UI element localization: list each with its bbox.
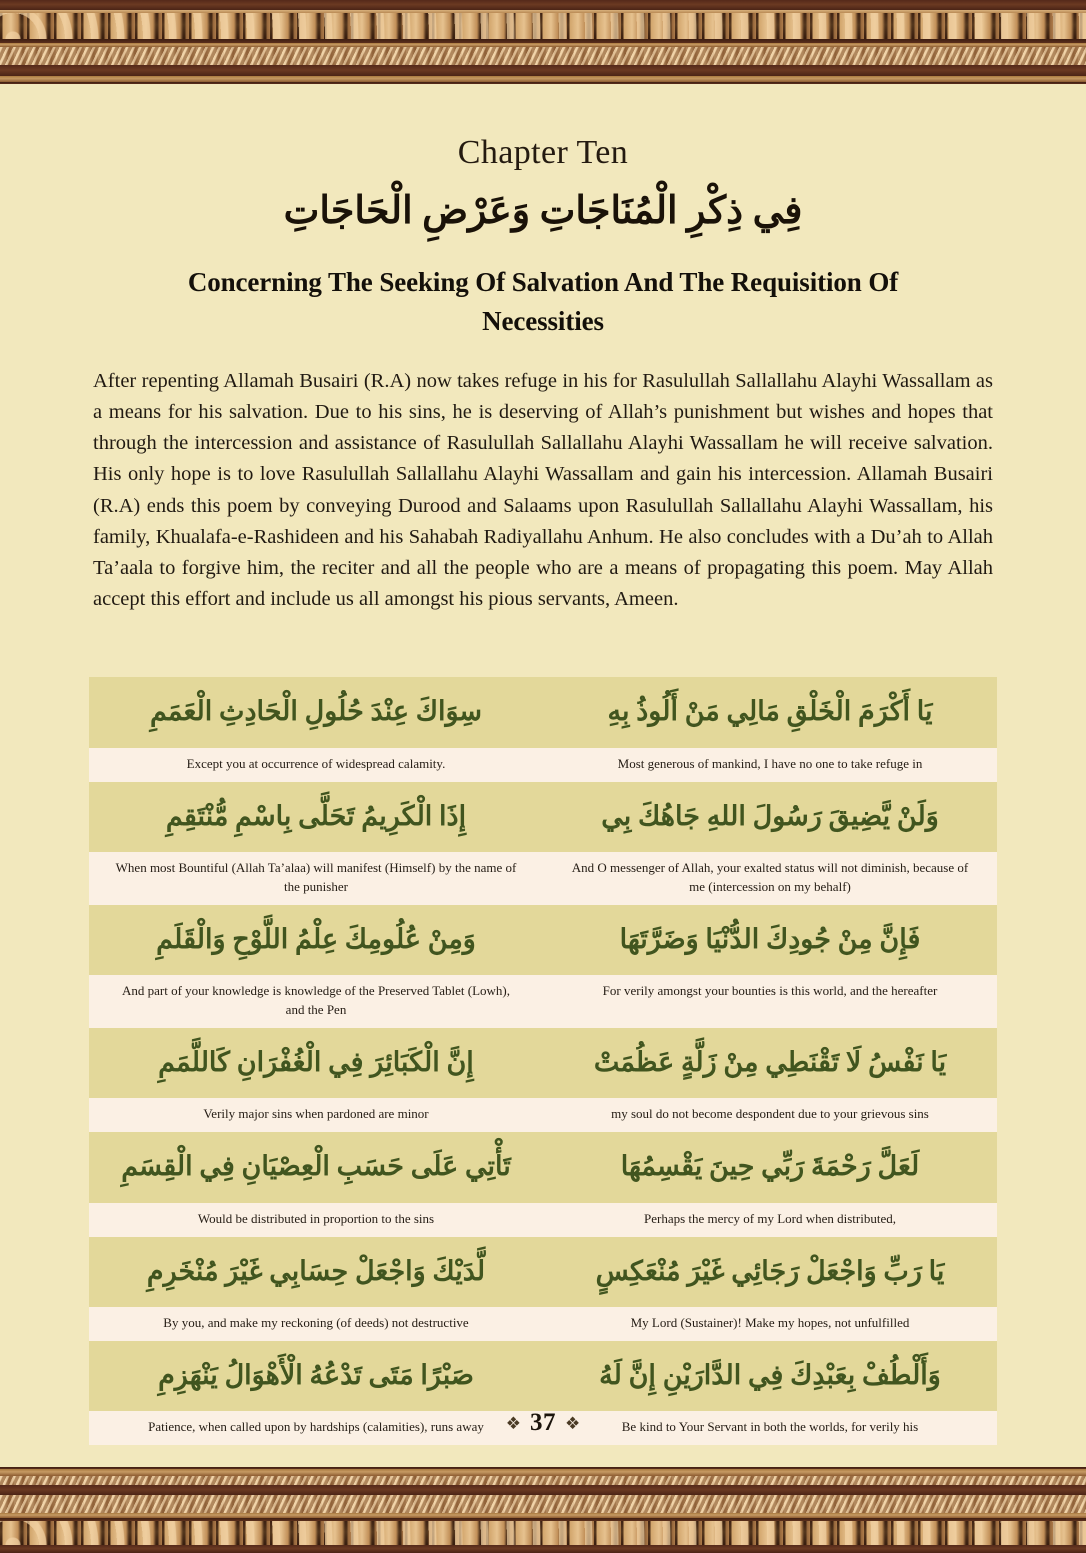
translation-right: Perhaps the mercy of my Lord when distributed, [644,1210,896,1226]
translation-left: When most Bountiful (Allah Ta’alaa) will manifest (Himself) by the name of the punisher [115,860,517,894]
couplet-row [89,1237,997,1341]
arabic-band [89,1028,997,1099]
border-band-dark [0,0,1086,10]
border-arch-carving [0,13,1086,39]
translation-right: my soul do not become despondent due to your grievous sins [611,1106,929,1122]
chapter-label: Chapter Ten [457,134,629,171]
translation-right: Be kind to Your Servant in both the worlds, for verily his [621,1419,919,1435]
arabic-band [89,782,997,853]
arabic-hemistich-left: تَأْتِي عَلَى حَسَبِ الْعِصْيَانِ فِي الْقِسَمِ [121,1151,511,1182]
arabic-hemistich-right: وَلَنْ يَّضِيقَ رَسُولَ اللهِ جَاهُكَ بِي [601,800,939,831]
translation-right: My Lord (Sustainer)! Make my hopes, not unfulfilled [630,1315,910,1331]
translation-left: By you, and make my reckoning (of deeds) not destructive [163,1315,469,1331]
couplet-table [89,677,997,1445]
border-band-dark [0,65,1086,76]
arabic-hemistich-left: إِذَا الْكَرِيمُ تَحَلَّى بِاسْمِ مُّنْتَقِمِ [165,800,467,831]
couplet-row [89,1132,997,1236]
chapter-title-arabic: فِي ذِكْرِ الْمُنَاجَاتِ وَعَرْضِ الْحَاجَاتِ [283,190,803,232]
page-content [0,84,1086,1467]
arabic-hemistich-right: يَا نَفْسُ لَا تَقْنَطِي مِنْ زَلَّةٍ عَظُمَتْ [593,1046,947,1077]
border-arch-carving [0,1521,1086,1545]
flourish-right-icon: ❖ [565,1413,581,1433]
couplet-row [89,677,997,781]
page-footer [0,1409,1086,1437]
border-band-dark [0,1545,1086,1553]
translation-band [89,852,997,905]
translation-band [89,1098,997,1132]
decorative-border-bottom [0,1467,1086,1553]
border-leaf-carving [0,1495,1086,1513]
border-band-dark [0,1485,1086,1495]
page-number: 37 [530,1409,556,1436]
couplet-row [89,1028,997,1132]
arabic-hemistich-right: فَإِنَّ مِنْ جُودِكَ الدُّنْيَا وَضَرَّتَهَا [619,923,921,954]
arabic-hemistich-left: صَبْرًا مَتَى تَدْعُهُ الْأَهْوَالُ يَنْهَزِمِ [158,1359,474,1390]
arabic-band [89,1341,997,1412]
page-number-group [506,1409,581,1437]
translation-band [89,975,997,1028]
couplet-row [89,905,997,1028]
translation-band [89,1203,997,1237]
couplet-row [89,782,997,905]
translation-band [89,1307,997,1341]
arabic-band [89,1132,997,1203]
arabic-hemistich-right: يَا رَبِّ وَاجْعَلْ رَجَائِي غَيْرَ مُنْعَكِسٍ [595,1255,945,1286]
translation-left: Except you at occurrence of widespread calamity. [186,755,446,771]
chapter-subtitle: Concerning The Seeking Of Salvation And The Requisition Of Necessities [187,267,899,336]
arabic-hemistich-left: سِوَاكَ عِنْدَ حُلُولِ الْحَادِثِ الْعَمَمِ [149,696,483,727]
decorative-border-top [0,0,1086,84]
translation-left: And part of your knowledge is knowledge of the Preserved Tablet (Lowh), and the Pen [121,983,511,1018]
translation-left: Patience, when called upon by hardships (calamities), runs away [148,1419,484,1435]
border-leaf-carving [0,1476,1086,1485]
translation-right: For verily amongst your bounties is this world, and the hereafter [602,983,938,999]
intro-paragraph: After repenting Allamah Busairi (R.A) now takes refuge in his for Rasulullah Sallallahu Alayhi Wassallam as a means for his salvation. Due to his sins, he is deserving of Allah’s punishment but wishes and hopes that through the intercession and assistance of Rasulullah Sallallahu Alayhi Wassallam he will receive salvation. His only hope is to love Rasulullah Sallallahu Alayhi Wassallam and gain his intercession. Allamah Busairi (R.A) ends this poem by conveying Durood and Salaams upon Rasulullah Sallallahu Alayhi Wassallam, his family, Khualafa-e-Rashideen and his Sahabah Radiyallahu Anhum. He also concludes with a Du’ah to Allah Ta’aala to forgive him, the reciter and all the people who are a means of propagating this poem. May Allah accept this effort and include us all amongst his pious servants, Ameen. [93,369,993,611]
translation-band [89,748,997,782]
arabic-hemistich-left: إِنَّ الْكَبَائِرَ فِي الْغُفْرَانِ كَاللَّمَمِ [158,1046,474,1077]
arabic-band [89,677,997,748]
translation-left: Verily major sins when pardoned are minor [203,1106,429,1122]
arabic-hemistich-right: لَعَلَّ رَحْمَةَ رَبِّي حِينَ يَقْسِمُهَا [620,1151,920,1182]
arabic-hemistich-right: وَأَلْطُفْ بِعَبْدِكَ فِي الدَّارَيْنِ إِنَّ لَهُ [599,1359,941,1390]
arabic-hemistich-left: لَّدَيْكَ وَاجْعَلْ حِسَابِي غَيْرَ مُنْخَرِمِ [146,1255,486,1286]
arabic-hemistich-left: وَمِنْ عُلُومِكَ عِلْمُ اللَّوْحِ وَالْقَلَمِ [156,923,476,954]
flourish-left-icon: ❖ [505,1413,521,1433]
arabic-band [89,905,997,976]
translation-right: Most generous of mankind, I have no one to take refuge in [617,755,923,771]
arabic-hemistich-right: يَا أَكْرَمَ الْخَلْقِ مَالِي مَنْ أَلُوذُ بِهِ [607,696,933,727]
border-band-light [0,1469,1086,1476]
translation-left: Would be distributed in proportion to the sins [197,1210,435,1226]
arabic-band [89,1237,997,1308]
border-leaf-carving [0,47,1086,65]
translation-right: And O messenger of Allah, your exalted status will not diminish, because of me (intercession on my behalf) [571,860,969,894]
